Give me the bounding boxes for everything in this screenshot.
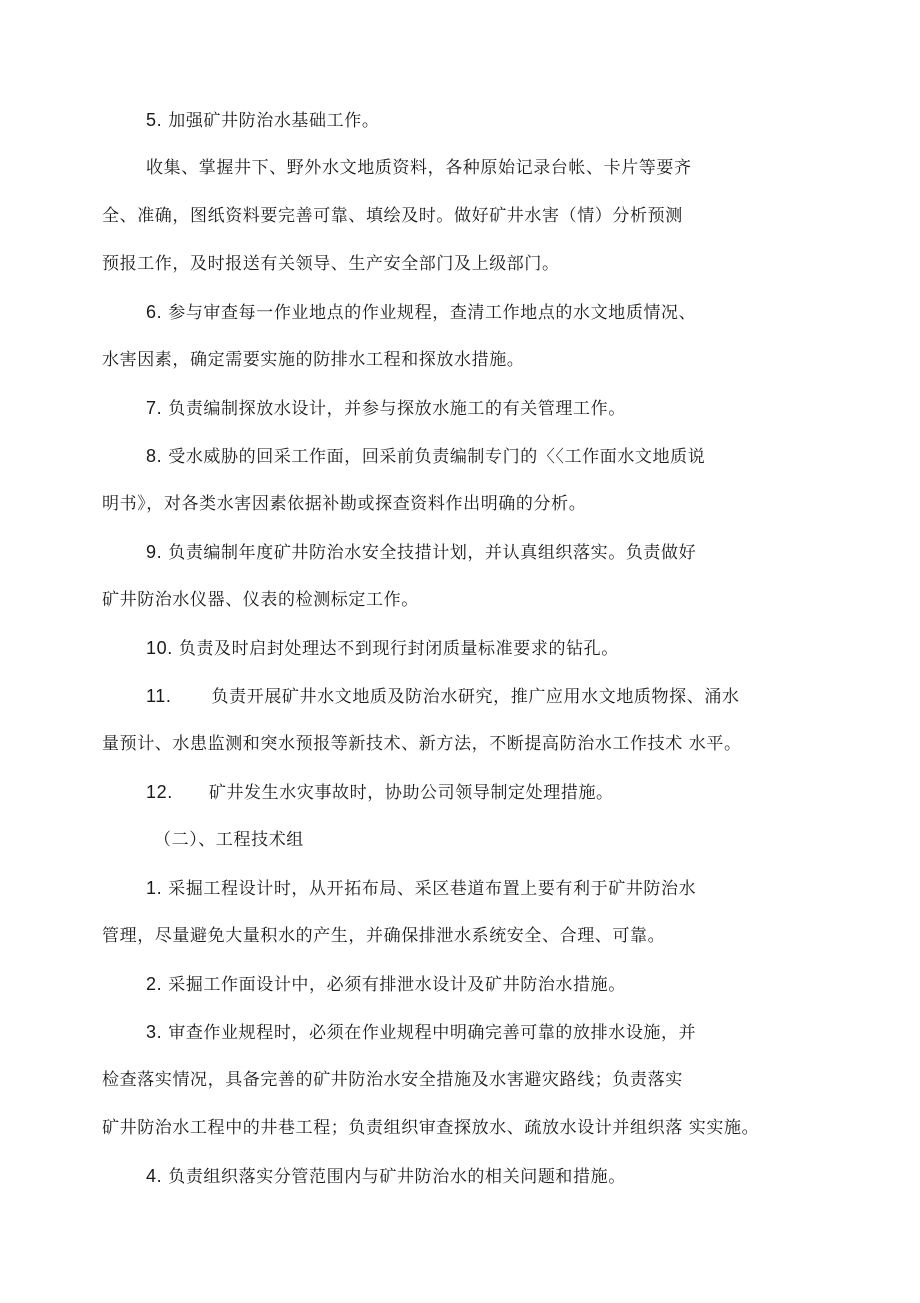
item-number: 12. — [146, 782, 173, 802]
item-number: 4. — [146, 1166, 163, 1186]
paragraph-line — [102, 252, 560, 276]
paragraph-line — [102, 588, 419, 612]
line-text: 采掘工程设计时，从开拓布局、采区巷道布置上要有利于矿井防治水 — [168, 879, 697, 899]
line-text: 加强矿井防治水基础工作。 — [168, 111, 380, 131]
line-text: 负责及时启封处理达不到现行封闭质量标准要求的钻孔。 — [178, 639, 619, 659]
line-text: 受水威胁的回采工作面，回采前负责编制专门的〈〈工作面水文地质说 — [168, 447, 706, 467]
paragraph-line — [146, 444, 705, 469]
line-text: 量预计、水患监测和突水预报等新技术、新方法，不断提高防治水工作技术 水平。 — [102, 734, 742, 754]
paragraph-line — [102, 492, 586, 516]
paragraph-line — [146, 156, 692, 180]
paragraph-line — [102, 204, 683, 228]
paragraph-line — [102, 732, 742, 756]
line-text: 负责开展矿井水文地质及防治水研究，推广应用水文地质物探、涌水 — [211, 687, 740, 707]
item-number: 11. — [146, 686, 172, 706]
paragraph-line — [146, 972, 626, 997]
line-text: 矿井发生水灾事故时，协助公司领导制定处理措施。 — [208, 783, 614, 803]
paragraph-line — [146, 540, 696, 565]
line-text: 预报工作，及时报送有关领导、生产安全部门及上级部门。 — [102, 254, 560, 274]
paragraph-line — [102, 924, 665, 948]
paragraph-line — [102, 348, 524, 372]
item-number: 8. — [146, 446, 163, 466]
item-number: 5. — [146, 110, 163, 130]
paragraph-line — [146, 636, 619, 661]
item-number: 7. — [146, 398, 163, 418]
line-text: 水害因素，确定需要实施的防排水工程和探放水措施。 — [102, 350, 525, 370]
line-text: 收集、掌握井下、野外水文地质资料，各种原始记录台帐、卡片等要齐 — [146, 158, 692, 178]
item-number: 1. — [146, 878, 163, 898]
paragraph-line — [146, 780, 614, 805]
line-text: 审查作业规程时，必须在作业规程中明确完善可靠的放排水设施，并 — [168, 1023, 697, 1043]
item-number: 6. — [146, 302, 163, 322]
line-text: 采掘工作面设计中，必须有排泄水设计及矿井防治水措施。 — [168, 975, 626, 995]
line-text: 参与审查每一作业地点的作业规程，查清工作地点的水文地质情况、 — [168, 303, 697, 323]
paragraph-line — [146, 684, 740, 709]
line-text: 矿井防治水工程中的井巷工程；负责组织审查探放水、疏放水设计并组织落 实实施。 — [102, 1118, 760, 1138]
item-number: 2. — [146, 974, 163, 994]
paragraph-line — [146, 876, 696, 901]
line-text: 负责组织落实分管范围内与矿井防治水的相关问题和措施。 — [168, 1167, 626, 1187]
line-text: 全、准确，图纸资料要完善可靠、填绘及时。做好矿井水害（情）分析预测 — [102, 206, 683, 226]
line-text: 检查落实情况，具备完善的矿井防治水安全措施及水害避灾路线；负责落实 — [102, 1070, 683, 1090]
item-number: 9. — [146, 542, 163, 562]
line-text: 管理，尽量避免大量积水的产生，并确保排泄水系统安全、合理、可靠。 — [102, 926, 666, 946]
paragraph-line — [146, 396, 626, 421]
paragraph-line — [146, 300, 696, 325]
paragraph-line — [146, 1020, 696, 1045]
line-text: 明书》，对各类水害因素依据补勘或探查资料作出明确的分析。 — [102, 494, 587, 514]
item-number: 10. — [146, 638, 173, 658]
paragraph-line — [146, 1164, 626, 1189]
line-text: 矿井防治水仪器、仪表的检测标定工作。 — [102, 590, 419, 610]
paragraph-line — [146, 108, 379, 133]
line-text: （二）、工程技术组 — [154, 830, 304, 850]
paragraph-line — [102, 1068, 683, 1092]
line-text: 负责编制探放水设计，并参与探放水施工的有关管理工作。 — [168, 399, 626, 419]
section-heading — [154, 828, 304, 852]
item-number: 3. — [146, 1022, 163, 1042]
paragraph-line — [102, 1116, 759, 1140]
line-text: 负责编制年度矿井防治水安全技措计划，并认真组织落实。负责做好 — [168, 543, 697, 563]
